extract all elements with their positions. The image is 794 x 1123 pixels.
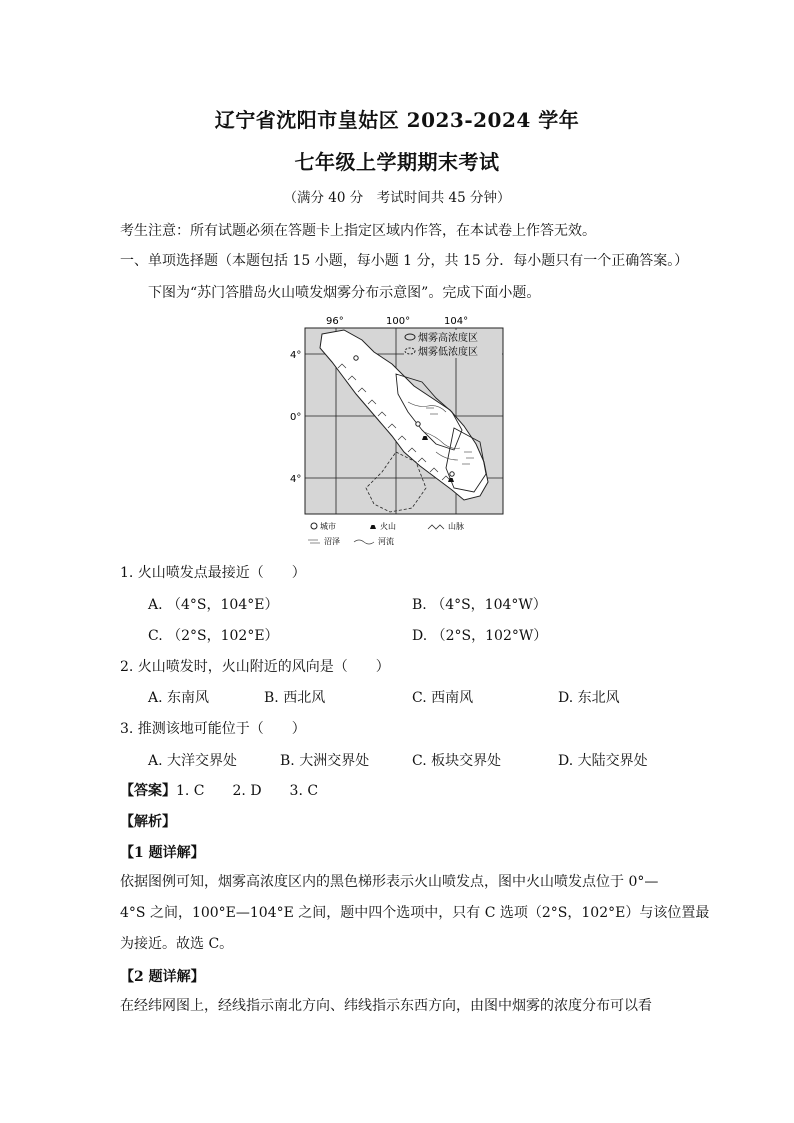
question-2-option-d: D. 东北风 [558, 690, 620, 706]
legend-low-label: 烟雾低浓度区 [418, 347, 478, 358]
q1-analysis-label: 【1 题详解】 [120, 845, 205, 861]
legend-river-label: 河流 [378, 537, 394, 546]
exam-title: 辽宁省沈阳市皇姑区 2023-2024 学年 [214, 108, 580, 132]
city-marker [354, 356, 358, 360]
legend-swamp-icon [308, 540, 320, 543]
section-heading: 一、单项选择题（本题包括 15 小题，每小题 1 分，共 15 分．每小题只有一个正确答案。） [120, 253, 689, 269]
question-3-option-b: B. 大洲交界处 [280, 753, 370, 769]
question-2-option-a: A. 东南风 [148, 690, 210, 706]
answer-row [120, 780, 318, 800]
exam-subtitle-grade: 七年级上学期期末考试 [294, 150, 500, 174]
question-1-option-b: B. （4°S，104°W） [412, 597, 547, 613]
question-2-option-b: B. 西北风 [264, 690, 326, 706]
legend-mountain-label: 山脉 [448, 522, 464, 531]
legend-city-label: 城市 [320, 522, 336, 531]
lat-label: 4° [290, 350, 302, 361]
question-3-option-d: D. 大陆交界处 [558, 753, 648, 769]
lon-label: 104° [444, 316, 469, 327]
lon-label: 96° [326, 316, 344, 327]
city-marker [416, 422, 420, 426]
legend-volcano-icon [370, 525, 376, 529]
q1-analysis-line: 为接近。故选 C。 [120, 936, 234, 952]
map-svg [290, 312, 514, 552]
question-3-stem: 3. 推测该地可能位于（ ） [120, 721, 306, 737]
question-1-stem: 1. 火山喷发点最接近（ ） [120, 565, 306, 581]
legend-mountain-icon [428, 525, 444, 529]
question-3-option-c: C. 板块交界处 [412, 753, 502, 769]
sumatra-volcano-map [290, 312, 514, 552]
q1-analysis-line: 4°S 之间，100°E—104°E 之间，题中四个选项中，只有 C 选项（2°S，102°E）与该位置最 [120, 905, 710, 921]
question-1-option-c: C. （2°S，102°E） [148, 628, 279, 644]
q2-analysis-label: 【2 题详解】 [120, 969, 205, 985]
q2-analysis-line: 在经纬网图上，经线指示南北方向、纬线指示东西方向，由图中烟雾的浓度分布可以看 [120, 998, 652, 1014]
answer-label: 【答案】 [120, 783, 176, 799]
question-3-option-a: A. 大洋交界处 [148, 753, 238, 769]
question-1-option-d: D. （2°S，102°W） [412, 628, 548, 644]
lat-label: 0° [290, 412, 302, 423]
exam-score-time: （满分 40 分 考试时间共 45 分钟） [283, 190, 511, 206]
legend-volcano-label: 火山 [380, 522, 396, 531]
q1-analysis-line: 依据图例可知，烟雾高浓度区内的黑色梯形表示火山喷发点，图中火山喷发点位于 0°— [120, 874, 659, 890]
lon-label: 100° [386, 316, 411, 327]
legend-city-icon [311, 523, 317, 529]
question-2-option-c: C. 西南风 [412, 690, 474, 706]
exam-notice: 考生注意：所有试题必须在答题卡上指定区域内作答，在本试卷上作答无效。 [120, 223, 596, 239]
question-intro: 下图为“苏门答腊岛火山喷发烟雾分布示意图”。完成下面小题。 [148, 285, 541, 301]
lat-label: 4° [290, 474, 302, 485]
analysis-label: 【解析】 [120, 814, 176, 830]
legend-swamp-label: 沼泽 [324, 537, 340, 546]
question-1-option-a: A. （4°S，104°E） [148, 597, 279, 613]
legend-high-label: 烟雾高浓度区 [418, 333, 478, 344]
question-2-stem: 2. 火山喷发时，火山附近的风向是（ ） [120, 659, 390, 675]
answer-values: 1. C 2. D 3. C [176, 783, 319, 799]
legend-river-icon [354, 540, 374, 544]
city-marker [450, 472, 454, 476]
